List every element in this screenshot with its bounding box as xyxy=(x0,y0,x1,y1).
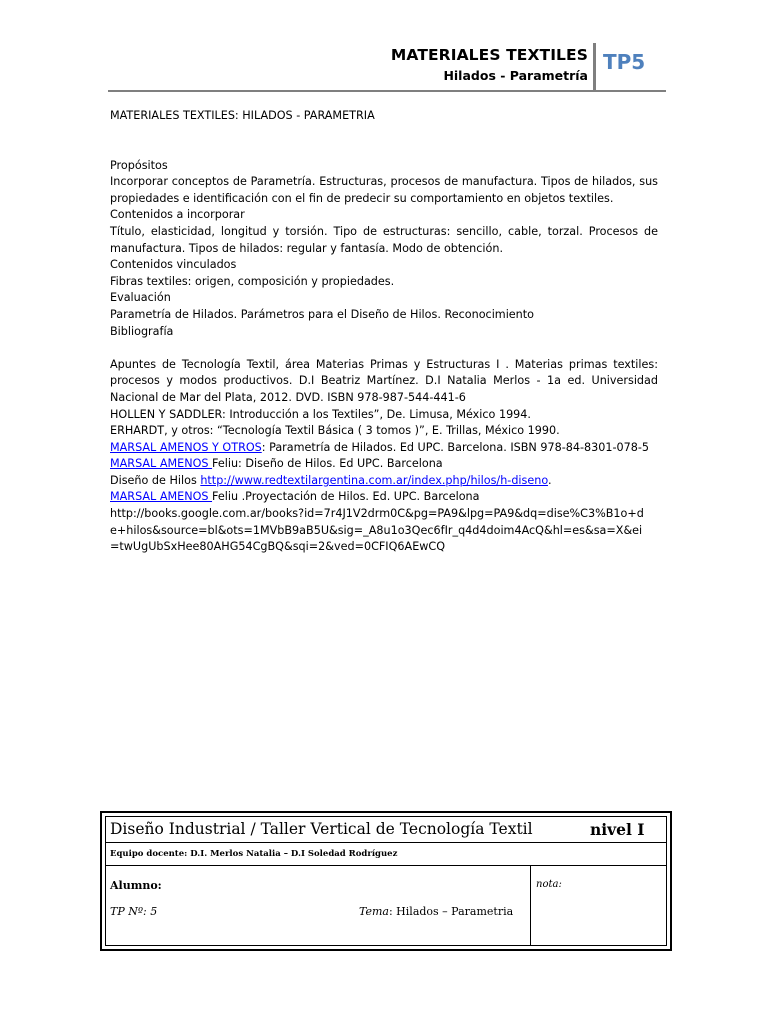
bibliography-entry-text: : Parametría de Hilados. Ed UPC. Barcelona. ISBN 978-84-8301-078-5 xyxy=(261,440,650,454)
bibliography-entry xyxy=(110,473,658,490)
bibliography-entry: Apuntes de Tecnología Textil, área Materias Primas y Estructuras I . Materias primas textiles: procesos y modos productivos. D.I Beatriz Martínez. D.I Natalia Merlos - 1a ed. Universidad Nacional de Mar del Plata, 2012. DVD. ISBN 978-987-544-441-6 xyxy=(110,357,658,404)
header-title: MATERIALES TEXTILES xyxy=(390,46,588,64)
section-heading-contenidos-incorporar: Contenidos a incorporar xyxy=(110,208,245,222)
course-info-box xyxy=(100,811,672,951)
bibliography-url-line: http://books.google.com.ar/books?id=7r4J1V2drm0C&pg=PA9&lpg=PA9&dq=dise%C3%B1o+d xyxy=(110,507,644,521)
bibliography-entry xyxy=(110,440,658,457)
topic-label: Tema xyxy=(359,905,389,918)
bibliography-url-line: =twUgUbSxHee80AHG54CgBQ&sqi=2&ved=0CFIQ6AEwCQ xyxy=(110,540,446,554)
section-heading-propositos: Propósitos xyxy=(110,158,168,172)
student-label: Alumno: xyxy=(110,879,162,892)
grade-column-divider xyxy=(530,866,531,945)
author-link[interactable]: MARSAL AMENOS xyxy=(110,490,213,504)
section-text-contenidos-vinculados: Fibras textiles: origen, composición y propiedades. xyxy=(110,274,395,288)
team-row xyxy=(106,843,666,866)
section-text-evaluacion: Parametría de Hilados. Parámetros para el Diseño de Hilos. Reconocimiento xyxy=(110,307,535,321)
author-link[interactable]: MARSAL AMENOS Y OTROS xyxy=(110,440,262,454)
header-divider-vertical xyxy=(593,43,596,91)
bibliography-entry xyxy=(110,489,658,506)
header-subtitle: Hilados - Parametría xyxy=(443,68,588,83)
course-row xyxy=(106,817,666,843)
bibliography-entry: ERHARDT, y otros: “Tecnología Textil Básica ( 3 tomos )”, E. Trillas, México 1990. xyxy=(110,424,560,438)
course-level: nivel I xyxy=(590,820,645,839)
bibliography-heading: Bibliografía xyxy=(110,324,174,338)
document-title: MATERIALES TEXTILES: HILADOS - PARAMETRIA xyxy=(110,109,375,122)
topic xyxy=(359,905,513,918)
bibliography-entry-text: . xyxy=(547,473,552,487)
tp-code-badge: TP5 xyxy=(603,50,646,74)
section-text-contenidos-incorporar: Título, elasticidad, longitud y torsión. Tipo de estructuras: sencillo, cable, torzal. Procesos de manufactura. Tipos de hilados: regular y fantasía. Modo de obtención. xyxy=(110,224,658,255)
document-body xyxy=(110,108,658,556)
bibliography-entry-text: Diseño de Hilos xyxy=(110,473,201,487)
bibliography-entry: HOLLEN Y SADDLER: Introducción a los Textiles”, De. Limusa, México 1994. xyxy=(110,407,531,421)
course-info-inner-border xyxy=(105,816,667,946)
header-rule xyxy=(108,90,666,92)
bibliography-entry-text: Feliu .Proyectación de Hilos. Ed. UPC. Barcelona xyxy=(212,490,480,504)
teaching-team: Equipo docente: D.I. Merlos Natalia – D.I Soledad Rodríguez xyxy=(110,849,398,859)
author-link[interactable]: MARSAL AMENOS xyxy=(110,457,213,471)
section-heading-evaluacion: Evaluación xyxy=(110,291,171,305)
section-text-propositos: Incorporar conceptos de Parametría. Estructuras, procesos de manufactura. Tipos de hilados, sus propiedades e identificación con el fin de predecir su comportamiento en objetos textiles. xyxy=(110,175,658,205)
bibliography-url-line: e+hilos&source=bl&ots=1MVbB9aB5U&sig=_A8u1o3Qec6fIr_q4d4doim4AcQ&hl=es&sa=X&ei xyxy=(110,523,643,537)
grade-label: nota: xyxy=(536,879,562,890)
bibliography-entry-text: Feliu: Diseño de Hilos. Ed UPC. Barcelona xyxy=(212,457,443,471)
bibliography-entry xyxy=(110,456,658,473)
url-link[interactable]: http://www.redtextilargentina.com.ar/index.php/hilos/h-diseno xyxy=(200,473,548,487)
tp-number: TP Nº: 5 xyxy=(110,905,158,918)
bibliography-spacer xyxy=(110,340,658,357)
topic-value: : Hilados – Parametria xyxy=(388,905,514,918)
course-name: Diseño Industrial / Taller Vertical de Tecnología Textil xyxy=(110,820,533,838)
section-heading-contenidos-vinculados: Contenidos vinculados xyxy=(110,258,237,272)
